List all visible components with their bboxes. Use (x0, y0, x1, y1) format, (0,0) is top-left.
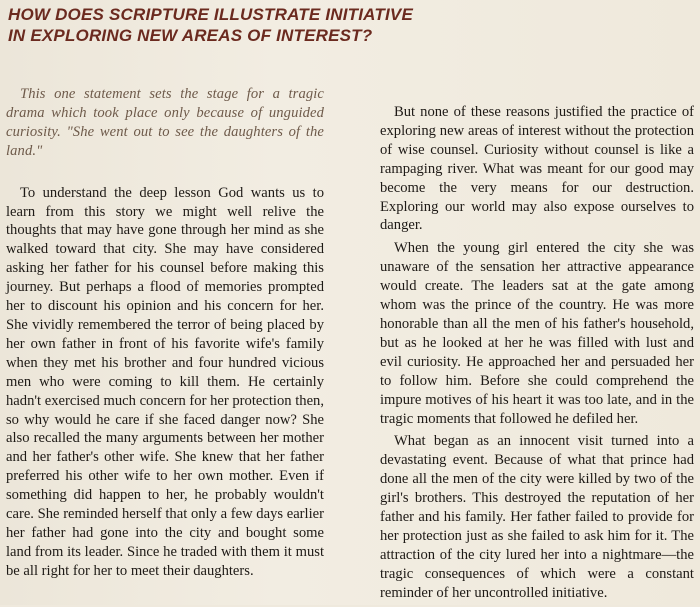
left-paragraph-1: To understand the deep lesson God wants us to learn from this story we might well relive the thoughts that may have gone through her mind as she walked toward that city. She may have considered asking her father for his counsel before making this journey. But perhaps a flood of memories prompted her to discount his opinion and his concern for her. She vividly remembered the terror of being placed by her own father in front of his favorite wife's family when they met his brother and four hundred vicious men who were coming to kill them. He certainly hadn't exercised much concern for her protection then, so why would he care if she faced danger now? She also recalled the many arguments between her mother and her father's other wife. She knew that her father preferred his other wife to her own mother. Even if something did happen to her, he probably wouldn't care. She reminded herself that only a few days earlier her father had gone into the city and bought some land from its leader. Since he traded with them it must be all right for her to meet their daughters. (6, 184, 324, 579)
right-paragraph-2: When the young girl entered the city she was unaware of the sensation her attractive appearance would create. The leaders sat at the gate among whom was the prince of the country. He was more honorable than all the men of his father's household, but as he looked at her he was filled with lust and evil curiosity. He approached her and persuaded her to follow him. Before she could comprehend the impure motives of his heart it was too late, and in the tragic moments that followed he defiled her. (380, 240, 694, 427)
section-heading (8, 4, 413, 46)
right-column (380, 103, 694, 607)
heading-line-2: IN EXPLORING NEW AREAS OF INTEREST? (8, 26, 373, 45)
right-paragraph-3: What began as an innocent visit turned into a devastating event. Because of what that prince had done all the men of the city were killed by two of the girl's brothers. This destroyed the reputation of her father and his family. Her father failed to provide for her protection just as she failed to ask him for it. The attraction of the city lured her into a nightmare—the tragic consequences of which were a constant reminder of her uncontrolled initiative. (380, 433, 694, 601)
intro-quote: This one statement sets the stage for a tragic drama which took place only because of unguided curiosity. "She went out to see the daughters of the land." (6, 86, 324, 159)
left-column (6, 85, 324, 585)
heading-line-1: HOW DOES SCRIPTURE ILLUSTRATE INITIATIVE (8, 5, 413, 24)
right-paragraph-1: But none of these reasons justified the practice of exploring new areas of interest without the protection of wise counsel. Curiosity without counsel is like a rampaging river. What was meant for our good may become the very means for our destruction. Exploring our world may also expose ourselves to danger. (380, 104, 694, 234)
